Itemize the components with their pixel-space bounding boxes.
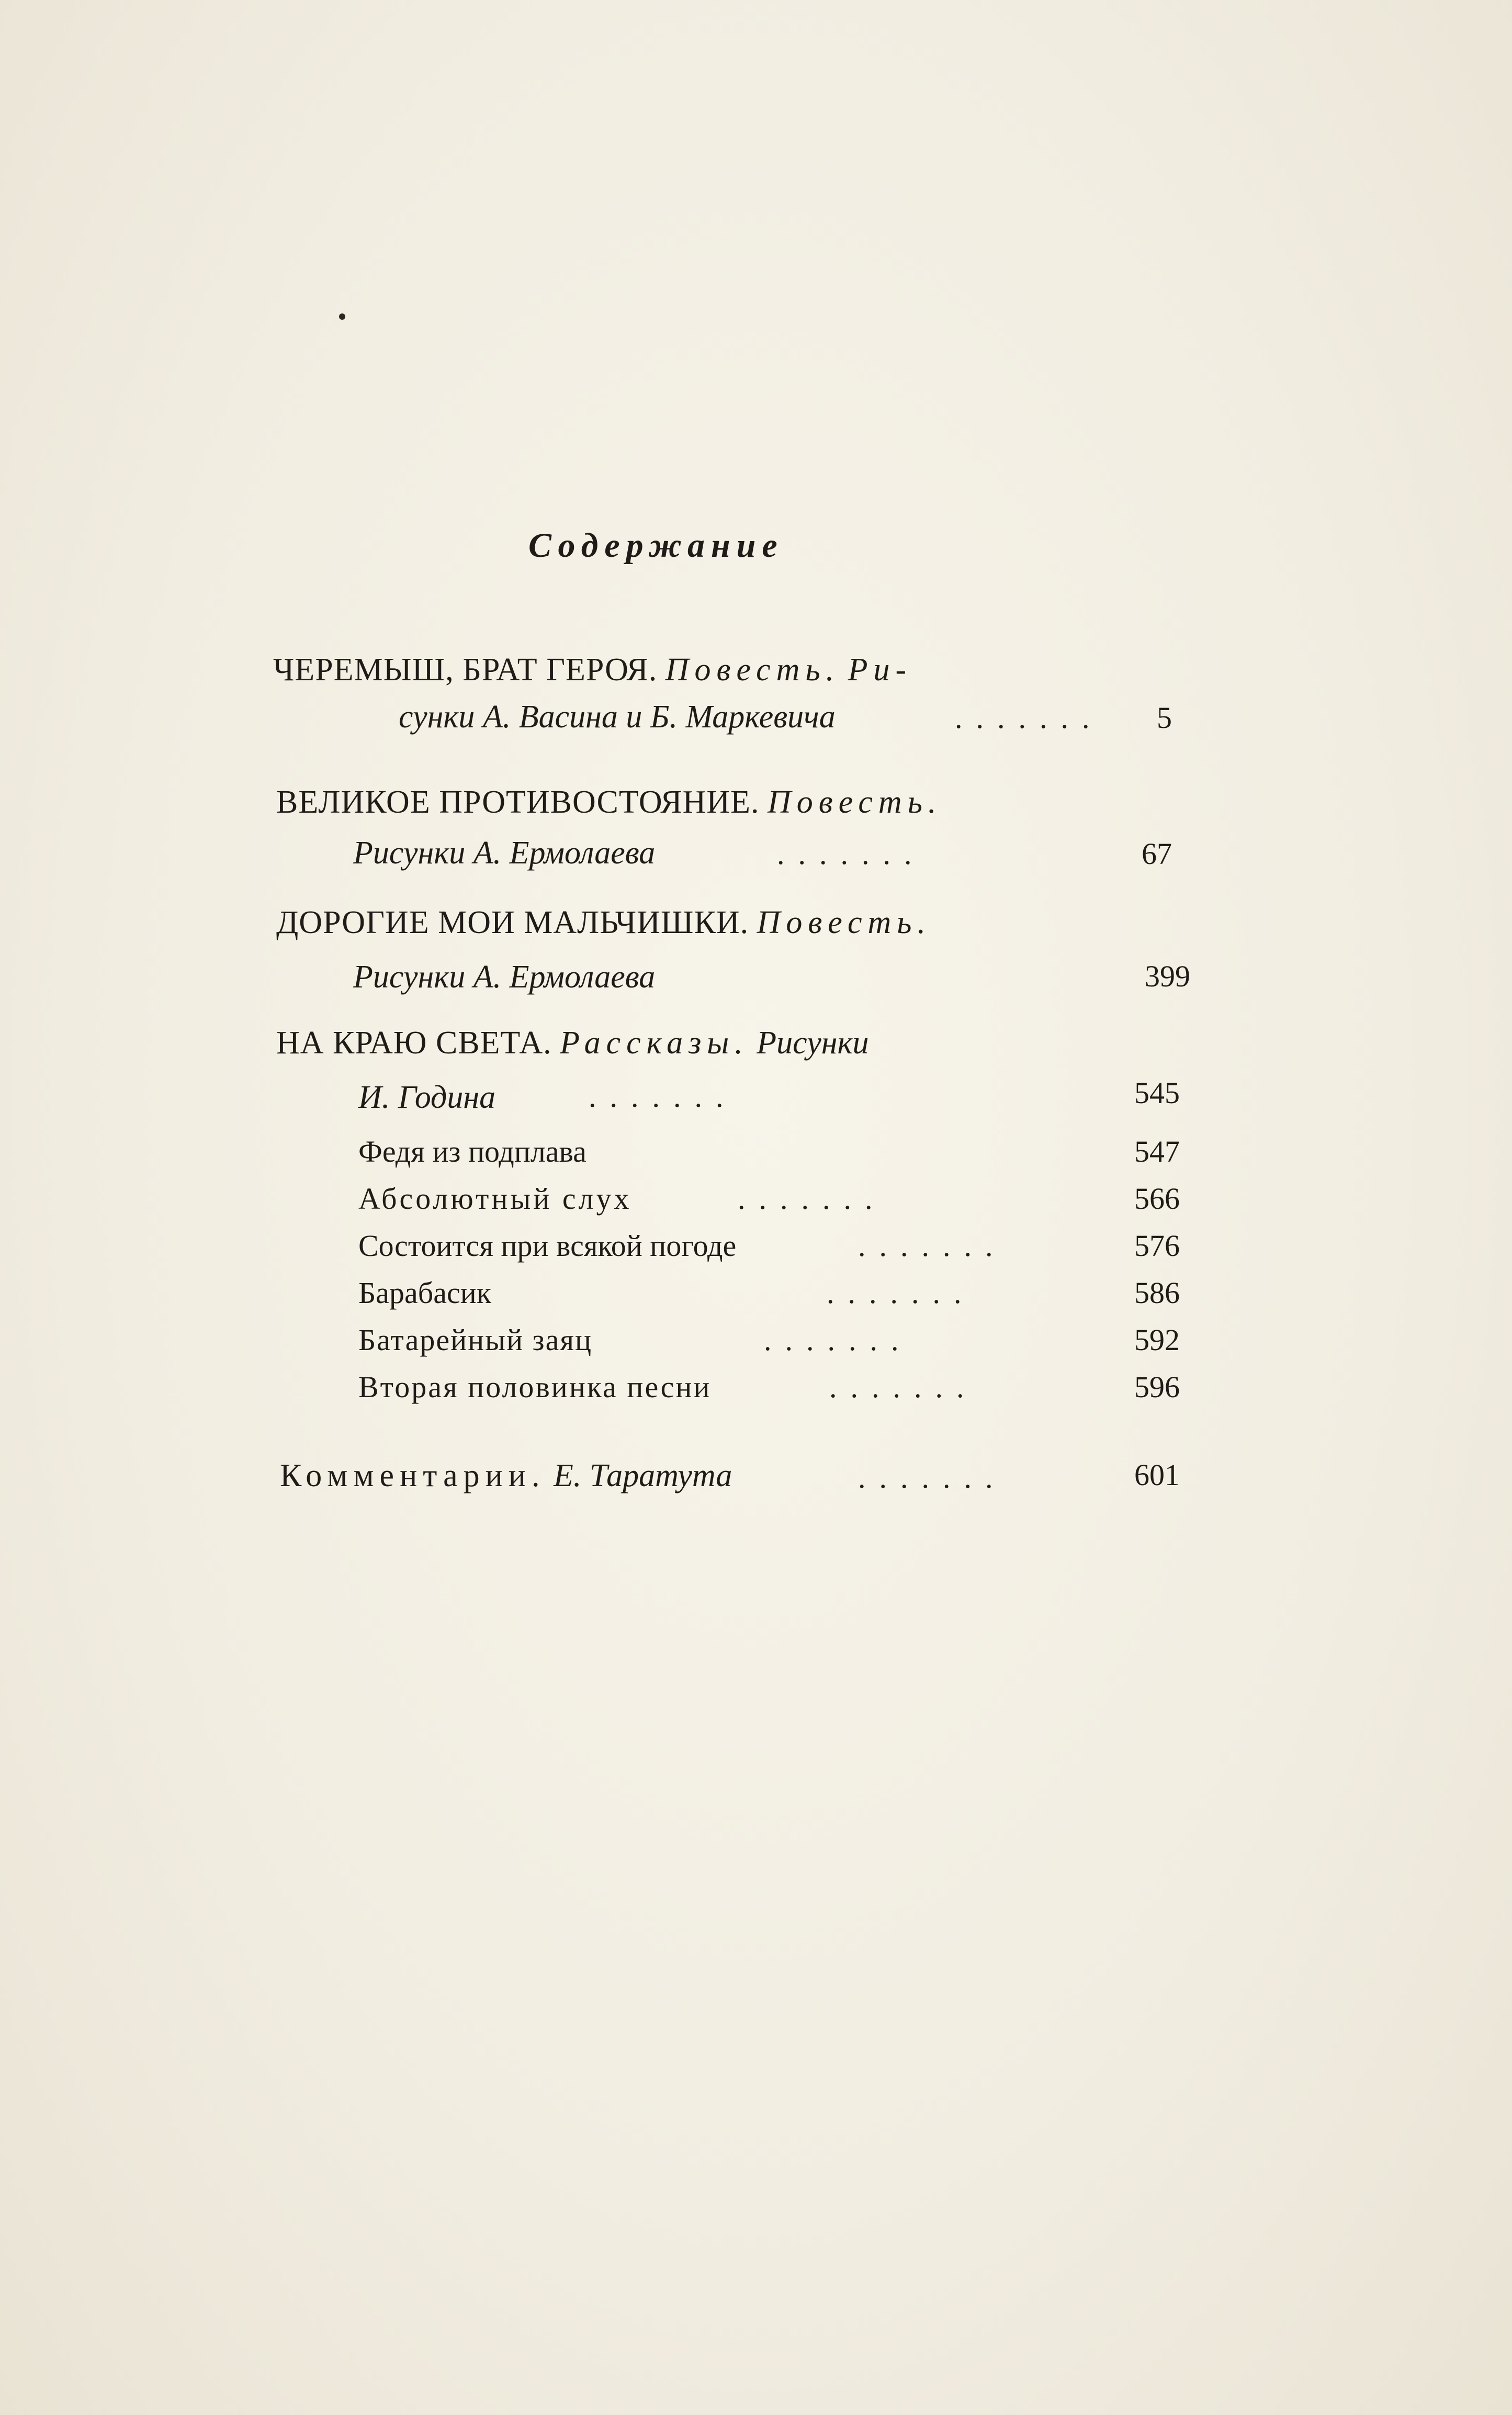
page-number: 576	[1134, 1229, 1180, 1263]
commentary-entry	[280, 1457, 732, 1495]
dot-leader: .......	[858, 1461, 1007, 1495]
story-item: Батарейный заяц	[358, 1323, 593, 1357]
page-number: 566	[1134, 1182, 1180, 1216]
entry-genre: Повесть.	[665, 652, 840, 688]
entry-extra: Рисунки	[757, 1025, 869, 1061]
dot-leader: .......	[777, 837, 926, 871]
entry-genre: Повесть.	[757, 905, 932, 940]
stray-mark	[339, 313, 345, 320]
page-number: 596	[1134, 1370, 1180, 1404]
toc-entry-1-line-1	[273, 652, 912, 689]
entry-title: ВЕЛИКОЕ ПРОТИВОСТОЯНИЕ.	[276, 784, 760, 820]
entry-title: ДОРОГИЕ МОИ МАЛЬЧИШКИ.	[276, 905, 749, 940]
toc-entry-4-line-1	[276, 1025, 869, 1062]
dot-leader: .......	[764, 1323, 912, 1357]
toc-entry-3-line-2: Рисунки А. Ермолаева	[353, 959, 656, 995]
page-number: 592	[1134, 1323, 1180, 1357]
commentary-author: Е. Таратута	[553, 1458, 732, 1493]
story-item: Состоится при всякой погоде	[358, 1229, 737, 1263]
dot-leader: .......	[858, 1229, 1007, 1263]
entry-genre: Повесть.	[768, 784, 942, 820]
entry-title: НА КРАЮ СВЕТА.	[276, 1025, 552, 1061]
story-item: Абсолютный слух	[358, 1182, 632, 1216]
toc-entry-1-line-2: сунки А. Васина и Б. Маркевича	[399, 699, 836, 735]
entry-extra: Ри-	[848, 652, 912, 688]
page-number: 601	[1134, 1458, 1180, 1492]
page-number: 545	[1134, 1076, 1180, 1110]
page-number: 547	[1134, 1135, 1180, 1169]
story-item: Вторая половинка песни	[358, 1370, 712, 1404]
entry-genre: Рассказы.	[560, 1025, 749, 1061]
toc-entry-3-line-1	[276, 904, 931, 941]
story-item: Федя из подплава	[358, 1135, 586, 1169]
commentary-label: Комментарии.	[280, 1458, 546, 1493]
dot-leader: .......	[827, 1276, 975, 1310]
page-number: 67	[1142, 837, 1172, 871]
toc-entry-2-line-2: Рисунки А. Ермолаева	[353, 835, 656, 871]
toc-entry-2-line-1	[276, 784, 942, 821]
page-number: 5	[1157, 701, 1172, 735]
page-number: 399	[1145, 959, 1190, 993]
toc-entry-4-line-2: И. Година	[358, 1080, 496, 1115]
dot-leader: .......	[829, 1370, 978, 1404]
story-item: Барабасик	[358, 1276, 492, 1310]
dot-leader: .......	[738, 1182, 886, 1216]
entry-title: ЧЕРЕМЫШ, БРАТ ГЕРОЯ.	[273, 652, 658, 688]
dot-leader: .......	[955, 701, 1103, 735]
page-title: Содержание	[528, 526, 784, 565]
page-number: 586	[1134, 1276, 1180, 1310]
dot-leader: .......	[589, 1080, 737, 1114]
